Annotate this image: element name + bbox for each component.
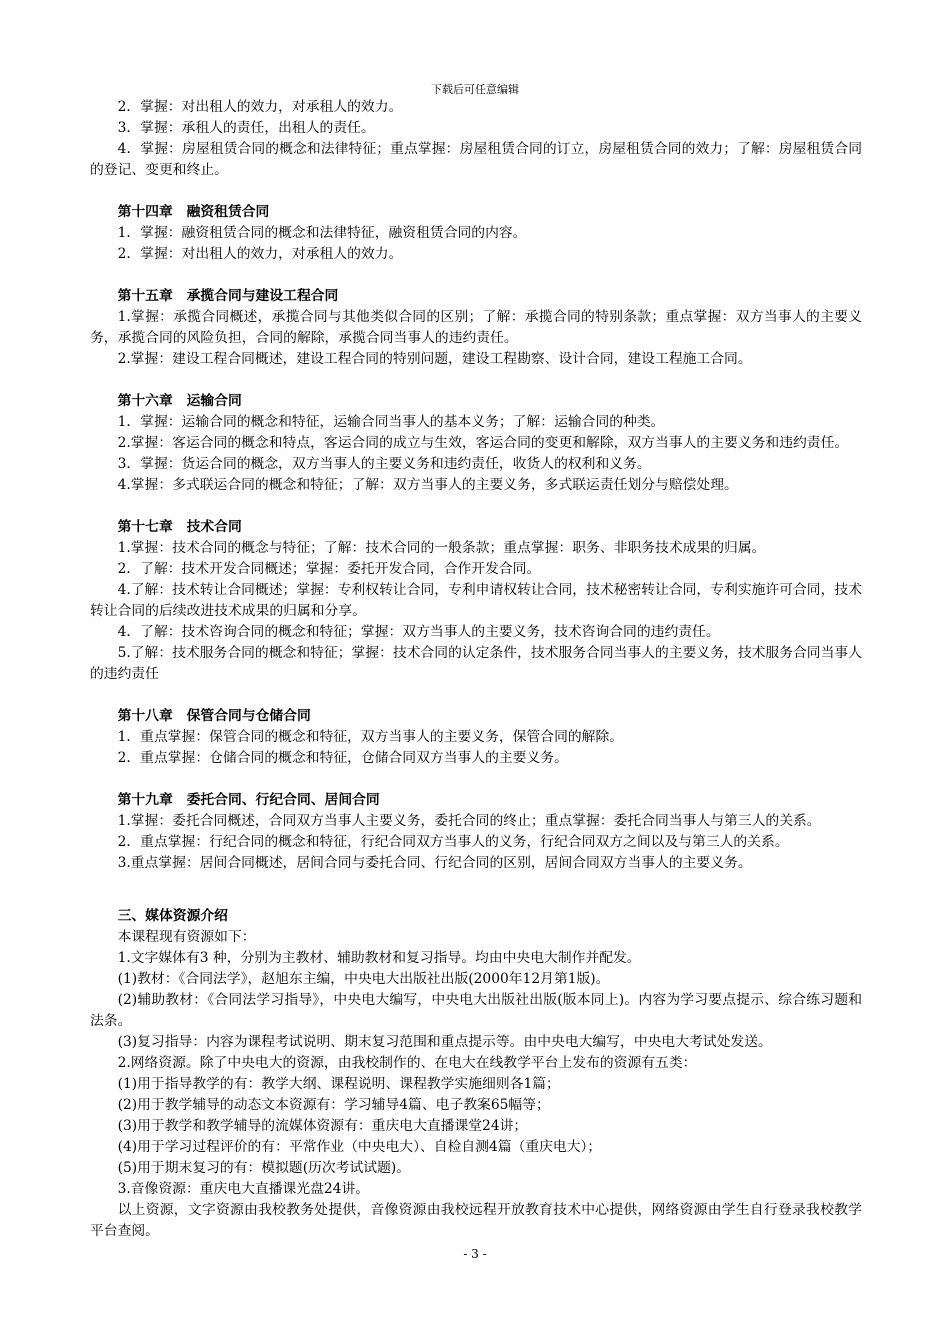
section-spacer [90, 496, 862, 517]
section-spacer [90, 181, 862, 202]
section-spacer [90, 370, 862, 391]
section-spacer [90, 265, 862, 286]
paragraph: (2)用于教学辅导的动态文本资源有：学习辅导4篇、电子教案65幅等； [117, 1097, 550, 1113]
paragraph: 2．重点掌握：仓储合同的概念和特征，仓储合同双方当事人的主要义务。 [117, 750, 568, 766]
section-heading: 第十八章 保管合同与仓储合同 [117, 708, 311, 724]
paragraph: 1．重点掌握：保管合同的概念和特征，双方当事人的主要义务，保管合同的解除。 [117, 729, 624, 745]
paragraph: 3.音像资源：重庆电大直播课光盘24讲。 [117, 1181, 370, 1197]
paragraph: (2)辅助教材：《合同法学习指导》，中央电大编写，中央电大出版社出版(版本同上)。内容为学习要点提示、综合练习题和法条。 [90, 992, 862, 1029]
paragraph: (4)用于学习过程评价的有：平常作业（中央电大）、自检自测4篇（重庆电大）； [117, 1139, 602, 1155]
paragraph: (3)复习指导：内容为课程考试说明、期末复习范围和重点提示等。由中央电大编写，中央电大考试处发送。 [117, 1034, 772, 1050]
paragraph: 1.掌握：委托合同概述，合同双方当事人主要义务，委托合同的终止；重点掌握：委托合同当事人与第三人的关系。 [117, 813, 821, 829]
paragraph: 2．重点掌握：行纪合同的概念和特征，行纪合同双方当事人的义务，行纪合同双方之间以及与第三人的关系。 [117, 834, 789, 850]
paragraph: 3．掌握：承租人的责任，出租人的责任。 [117, 120, 375, 136]
paragraph: 2．掌握：对出租人的效力，对承租人的效力。 [117, 99, 403, 115]
section-spacer [90, 685, 862, 706]
paragraph: 1.掌握：技术合同的概念与特征；了解：技术合同的一般条款；重点掌握：职务、非职务技术成果的归属。 [117, 540, 766, 556]
paragraph: 2.网络资源。除了中央电大的资源，由我校制作的、在电大在线教学平台上发布的资源有五类： [117, 1055, 697, 1071]
paragraph: (1)教材：《合同法学》，赵旭东主编，中央电大出版社出版(2000年12月第1版)。 [117, 971, 610, 987]
paragraph: 1.文字媒体有3 种，分别为主教材、辅助教材和复习指导。均由中央电大制作并配发。 [117, 950, 641, 966]
page-number: - 3 - [463, 1247, 487, 1261]
paragraph: 1.掌握：承揽合同概述，承揽合同与其他类似合同的区别；了解：承揽合同的特别条款；重点掌握：双方当事人的主要义务，承揽合同的风险负担，合同的解除，承揽合同当事人的违约责任。 [90, 309, 862, 346]
paragraph: (1)用于指导教学的有：教学大纲、课程说明、课程教学实施细则各1篇； [117, 1076, 560, 1092]
paragraph: 4.掌握：多式联运合同的概念和特征；了解：双方当事人的主要义务，多式联运责任划分与赔偿处理。 [117, 477, 738, 493]
paragraph: 1．掌握：运输合同的概念和特征，运输合同当事人的基本义务；了解：运输合同的种类。 [117, 414, 665, 430]
paragraph: 2．掌握：对出租人的效力，对承租人的效力。 [117, 246, 403, 262]
section-spacer [90, 769, 862, 790]
section-heading: 三、媒体资源介绍 [117, 908, 228, 924]
section-heading: 第十七章 技术合同 [117, 519, 242, 535]
section-spacer [90, 874, 862, 906]
paragraph: 2.掌握：客运合同的概念和特点，客运合同的成立与生效，客运合同的变更和解除，双方当事人的主要义务和违约责任。 [117, 435, 849, 451]
paragraph: 3.重点掌握：居间合同概述，居间合同与委托合同、行纪合同的区别，居间合同双方当事人的主要义务。 [117, 855, 752, 871]
paragraph: 3．掌握：货运合同的概念，双方当事人的主要义务和违约责任，收货人的权利和义务。 [117, 456, 651, 472]
document-body [90, 97, 862, 1242]
paragraph: 4．掌握：房屋租赁合同的概念和法律特征；重点掌握：房屋租赁合同的订立，房屋租赁合同的效力；了解：房屋租赁合同的登记、变更和终止。 [90, 141, 862, 178]
paragraph: (3)用于教学和教学辅导的流媒体资源有：重庆电大直播课堂24讲； [117, 1118, 528, 1134]
paragraph: 2．了解：技术开发合同概述；掌握：委托开发合同，合作开发合同。 [117, 561, 541, 577]
section-heading: 第十九章 委托合同、行纪合同、居间合同 [117, 792, 380, 808]
section-heading: 第十六章 运输合同 [117, 393, 242, 409]
section-heading: 第十五章 承揽合同与建设工程合同 [117, 288, 339, 304]
paragraph: 本课程现有资源如下： [117, 929, 256, 945]
paragraph: 以上资源，文字资源由我校教务处提供，音像资源由我校远程开放教育技术中心提供，网络资源由学生自行登录我校教学平台查阅。 [90, 1202, 862, 1239]
paragraph: 2.掌握：建设工程合同概述，建设工程合同的特别问题，建设工程勘察、设计合同，建设工程施工合同。 [117, 351, 752, 367]
page-header: 下载后可任意编辑 [431, 83, 519, 96]
section-heading: 第十四章 融资租赁合同 [117, 204, 270, 220]
paragraph: (5)用于期末复习的有：模拟题(历次考试试题)。 [117, 1160, 411, 1176]
paragraph: 5.了解：技术服务合同的概念和特征；掌握：技术合同的认定条件，技术服务合同当事人的主要义务，技术服务合同当事人的违约责任 [90, 645, 862, 682]
paragraph: 1．掌握：融资租赁合同的概念和法律特征，融资租赁合同的内容。 [117, 225, 527, 241]
paragraph: 4.了解：技术转让合同概述；掌握：专利权转让合同，专利申请权转让合同，技术秘密转让合同，专利实施许可合同，技术转让合同的后续改进技术成果的归属和分享。 [90, 582, 862, 619]
paragraph: 4．了解：技术咨询合同的概念和特征；掌握：双方当事人的主要义务，技术咨询合同的违约责任。 [117, 624, 720, 640]
